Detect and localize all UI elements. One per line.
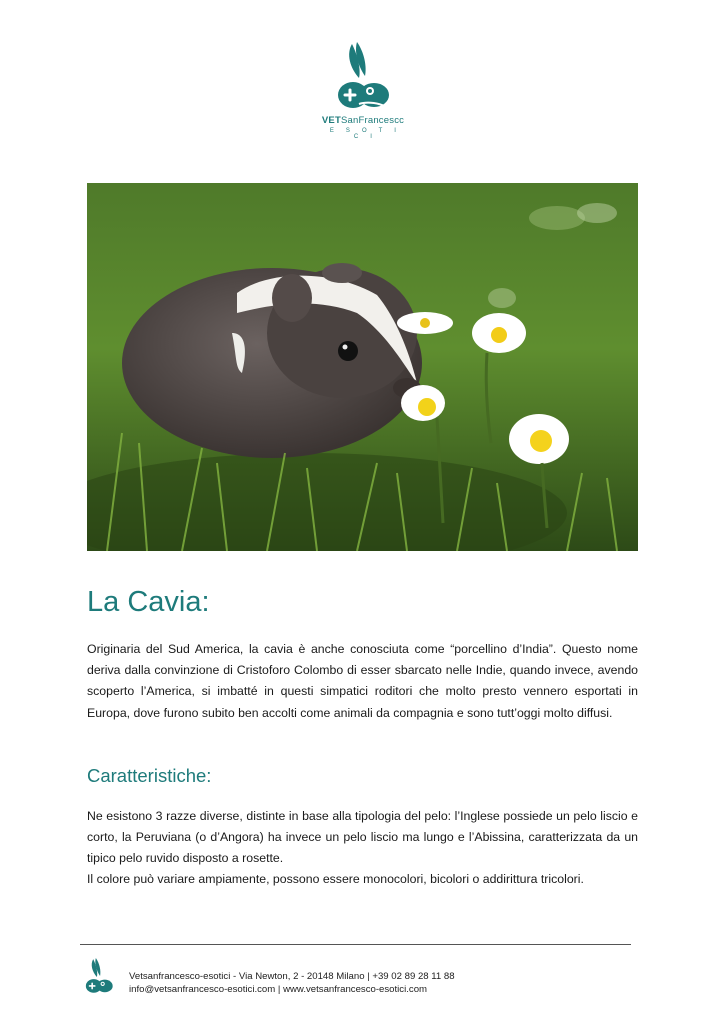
logo-brand-name: [318, 115, 408, 126]
footer-logo: [82, 957, 116, 997]
logo-subtitle: E S O T I C I: [329, 128, 402, 140]
breeds-paragraph: Ne esistono 3 razze diverse, distinte in base alla tipologia del pelo: l’Inglese possiede un pelo liscio e corto, la Peruviana (o d’Angora) ha invece un pelo liscio ma lungo e l’Abissina, caratterizzata da un tipico pelo ruvido disposto a rosette.: [87, 809, 638, 866]
footer-address-line: Vetsanfrancesco-esotici - Via Newton, 2 - 20148 Milano | +39 02 89 28 11 88: [129, 971, 455, 982]
logo-brand-text: SanFrancescc: [340, 115, 405, 126]
brand-logo: [318, 40, 408, 140]
article-title: La Cavia:: [87, 586, 210, 618]
rabbit-logo-icon: [332, 40, 394, 116]
section-heading: Caratteristiche:: [87, 765, 212, 786]
footer-contact: [129, 971, 455, 996]
footer-web-line[interactable]: info@vetsanfrancesco-esotici.com | www.vetsanfrancesco-esotici.com: [129, 983, 428, 995]
logo-brand-bold: VET: [321, 115, 341, 126]
colors-paragraph: Il colore può variare ampiamente, possono essere monocolori, bicolori o addirittura tricolori.: [87, 872, 584, 886]
footer-divider: [80, 944, 631, 945]
guinea-pig-photo: [87, 183, 638, 551]
intro-paragraph: Originaria del Sud America, la cavia è anche conosciuta come “porcellino d’India”. Questo nome deriva dalla convinzione di Cristoforo Colombo di esser sbarcato nelle Indie, quando invece, avendo scoperto l’America, si imbatté in questi simpatici roditori che molto presto vennero esportati in Europa, dove furono subito ben accolti come animali da compagnia e sono tutt’oggi molto diffusi.: [87, 642, 638, 720]
rabbit-logo-icon: [82, 957, 116, 997]
